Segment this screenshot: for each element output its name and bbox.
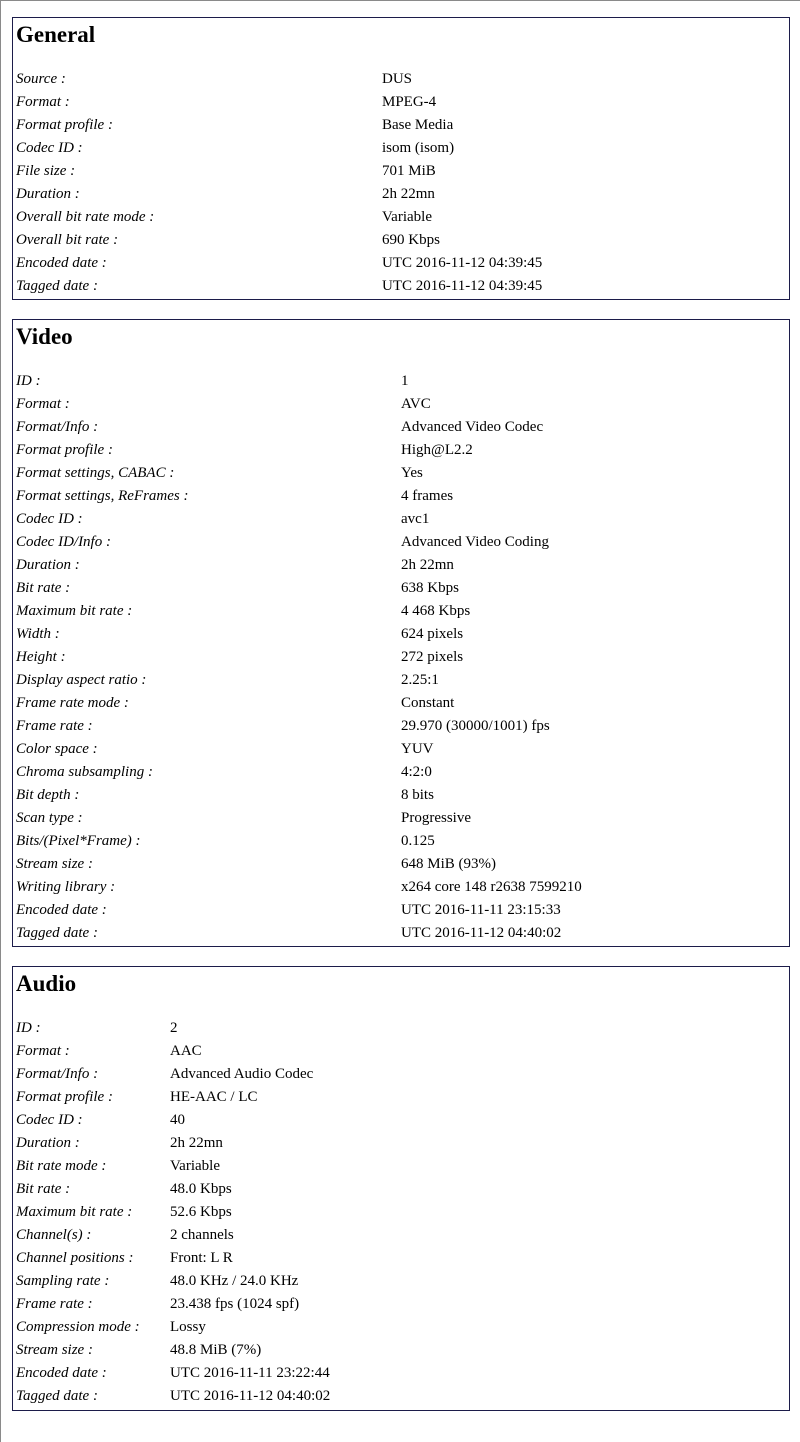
video-property-row	[13, 462, 789, 485]
audio-section	[12, 966, 790, 1411]
property-value: AVC	[401, 396, 431, 412]
general-property-row	[13, 275, 789, 298]
property-label: Format profile :	[16, 117, 113, 133]
page-left-border	[0, 0, 1, 1442]
property-value: AAC	[170, 1043, 202, 1059]
property-label: Tagged date :	[16, 278, 98, 294]
property-value: avc1	[401, 511, 430, 527]
property-value: 624 pixels	[401, 626, 464, 642]
general-property-row	[13, 114, 789, 137]
audio-property-row	[13, 1201, 789, 1224]
general-property-row	[13, 137, 789, 160]
property-label: Channel(s) :	[16, 1227, 92, 1243]
property-value: Advanced Video Coding	[401, 534, 549, 550]
property-label: Chroma subsampling :	[16, 764, 153, 780]
property-label: Stream size :	[16, 856, 93, 872]
property-label: Format :	[16, 396, 70, 412]
page-top-border	[0, 0, 800, 1]
property-label: Tagged date :	[16, 1388, 98, 1404]
property-label: Bit rate mode :	[16, 1158, 107, 1174]
audio-property-row	[13, 1385, 789, 1408]
property-value: 2 channels	[170, 1227, 234, 1243]
audio-property-row	[13, 1040, 789, 1063]
video-property-row	[13, 807, 789, 830]
audio-property-row	[13, 1109, 789, 1132]
property-value: 648 MiB (93%)	[401, 856, 496, 872]
property-label: Width :	[16, 626, 60, 642]
general-property-row	[13, 183, 789, 206]
property-label: Format :	[16, 94, 70, 110]
video-property-row	[13, 692, 789, 715]
general-property-row	[13, 229, 789, 252]
property-value: 638 Kbps	[401, 580, 459, 596]
property-value: 690 Kbps	[382, 232, 440, 248]
property-label: Encoded date :	[16, 1365, 107, 1381]
property-value: UTC 2016-11-12 04:39:45	[382, 278, 543, 294]
property-value: 48.8 MiB (7%)	[170, 1342, 262, 1358]
property-value: YUV	[401, 741, 434, 757]
property-label: Encoded date :	[16, 255, 107, 271]
audio-property-row	[13, 1339, 789, 1362]
property-value: 272 pixels	[401, 649, 464, 665]
video-property-row	[13, 899, 789, 922]
video-property-row	[13, 669, 789, 692]
video-property-row	[13, 554, 789, 577]
property-value: Advanced Audio Codec	[170, 1066, 314, 1082]
property-label: Codec ID/Info :	[16, 534, 111, 550]
property-label: Frame rate :	[16, 718, 93, 734]
property-label: ID :	[16, 373, 41, 389]
audio-property-row	[13, 1155, 789, 1178]
property-label: Format settings, ReFrames :	[16, 488, 189, 504]
property-label: Compression mode :	[16, 1319, 140, 1335]
audio-section-title: Audio	[16, 971, 77, 996]
property-value: DUS	[382, 71, 413, 87]
video-property-row	[13, 577, 789, 600]
property-value: UTC 2016-11-11 23:22:44	[170, 1365, 330, 1381]
property-value: Yes	[401, 465, 423, 481]
property-label: Color space :	[16, 741, 98, 757]
property-label: Codec ID :	[16, 511, 83, 527]
property-value: 701 MiB	[382, 163, 436, 179]
video-rows	[13, 370, 789, 945]
property-label: Writing library :	[16, 879, 116, 895]
property-value: 48.0 KHz / 24.0 KHz	[170, 1273, 299, 1289]
property-label: Bit rate :	[16, 580, 71, 596]
property-value: High@L2.2	[401, 442, 473, 458]
property-label: Overall bit rate mode :	[16, 209, 155, 225]
property-value: Lossy	[170, 1319, 206, 1335]
video-property-row	[13, 784, 789, 807]
general-property-row	[13, 91, 789, 114]
general-property-row	[13, 160, 789, 183]
general-property-row	[13, 252, 789, 275]
audio-property-row	[13, 1316, 789, 1339]
property-label: Bits/(Pixel*Frame) :	[16, 833, 141, 849]
property-value: 23.438 fps (1024 spf)	[170, 1296, 300, 1312]
video-section	[12, 319, 790, 947]
video-property-row	[13, 922, 789, 945]
property-value: Base Media	[382, 117, 454, 133]
property-value: 2h 22mn	[382, 186, 435, 202]
general-section	[12, 17, 790, 300]
property-label: Stream size :	[16, 1342, 93, 1358]
property-value: Advanced Video Codec	[401, 419, 544, 435]
property-value: UTC 2016-11-12 04:40:02	[401, 925, 562, 941]
video-property-row	[13, 370, 789, 393]
property-label: Height :	[16, 649, 66, 665]
property-label: Maximum bit rate :	[16, 603, 133, 619]
property-label: Format profile :	[16, 442, 113, 458]
property-label: Sampling rate :	[16, 1273, 110, 1289]
property-value: MPEG-4	[382, 94, 437, 110]
audio-property-row	[13, 1247, 789, 1270]
audio-property-row	[13, 1017, 789, 1040]
property-label: Overall bit rate :	[16, 232, 119, 248]
general-property-row	[13, 68, 789, 91]
property-value: 2	[170, 1020, 178, 1036]
property-value: 29.970 (30000/1001) fps	[401, 718, 550, 734]
property-label: Source :	[16, 71, 66, 87]
property-label: Frame rate mode :	[16, 695, 129, 711]
property-label: Format :	[16, 1043, 70, 1059]
property-label: Format/Info :	[16, 1066, 99, 1082]
property-label: ID :	[16, 1020, 41, 1036]
property-label: Frame rate :	[16, 1296, 93, 1312]
video-property-row	[13, 738, 789, 761]
property-value: UTC 2016-11-11 23:15:33	[401, 902, 561, 918]
property-label: Bit rate :	[16, 1181, 71, 1197]
property-label: File size :	[16, 163, 76, 179]
property-label: Duration :	[16, 557, 80, 573]
property-value: 8 bits	[401, 787, 434, 803]
video-property-row	[13, 623, 789, 646]
audio-property-row	[13, 1178, 789, 1201]
property-value: 40	[170, 1112, 185, 1128]
video-property-row	[13, 439, 789, 462]
video-property-row	[13, 416, 789, 439]
property-value: 4 frames	[401, 488, 454, 504]
property-value: 1	[401, 373, 409, 389]
property-value: x264 core 148 r2638 7599210	[401, 879, 582, 895]
property-value: 0.125	[401, 833, 435, 849]
property-label: Encoded date :	[16, 902, 107, 918]
video-section-title: Video	[16, 324, 73, 349]
general-section-title: General	[16, 22, 96, 47]
property-value: Constant	[401, 695, 455, 711]
property-value: 2.25:1	[401, 672, 439, 688]
video-property-row	[13, 646, 789, 669]
video-property-row	[13, 531, 789, 554]
general-rows	[13, 68, 789, 298]
property-label: Format profile :	[16, 1089, 113, 1105]
property-label: Duration :	[16, 186, 80, 202]
property-label: Channel positions :	[16, 1250, 134, 1266]
video-property-row	[13, 853, 789, 876]
property-value: 2h 22mn	[170, 1135, 223, 1151]
video-property-row	[13, 485, 789, 508]
property-label: Codec ID :	[16, 1112, 83, 1128]
property-label: Codec ID :	[16, 140, 83, 156]
property-value: isom (isom)	[382, 140, 455, 156]
property-label: Tagged date :	[16, 925, 98, 941]
property-value: UTC 2016-11-12 04:40:02	[170, 1388, 331, 1404]
property-label: Format/Info :	[16, 419, 99, 435]
property-value: Variable	[170, 1158, 220, 1174]
property-value: UTC 2016-11-12 04:39:45	[382, 255, 543, 271]
video-property-row	[13, 600, 789, 623]
property-label: Scan type :	[16, 810, 83, 826]
video-property-row	[13, 830, 789, 853]
video-property-row	[13, 761, 789, 784]
property-value: HE-AAC / LC	[170, 1089, 258, 1105]
property-label: Duration :	[16, 1135, 80, 1151]
general-property-row	[13, 206, 789, 229]
property-value: 4 468 Kbps	[401, 603, 471, 619]
property-label: Format settings, CABAC :	[16, 465, 175, 481]
property-value: 2h 22mn	[401, 557, 454, 573]
property-value: Variable	[382, 209, 432, 225]
video-property-row	[13, 508, 789, 531]
property-value: 48.0 Kbps	[170, 1181, 232, 1197]
video-property-row	[13, 876, 789, 899]
video-property-row	[13, 715, 789, 738]
property-value: 4:2:0	[401, 764, 432, 780]
property-value: 52.6 Kbps	[170, 1204, 232, 1220]
audio-property-row	[13, 1293, 789, 1316]
audio-rows	[13, 1017, 789, 1408]
audio-property-row	[13, 1132, 789, 1155]
audio-property-row	[13, 1270, 789, 1293]
property-label: Display aspect ratio :	[16, 672, 147, 688]
audio-property-row	[13, 1362, 789, 1385]
audio-property-row	[13, 1063, 789, 1086]
property-label: Bit depth :	[16, 787, 80, 803]
video-property-row	[13, 393, 789, 416]
audio-property-row	[13, 1224, 789, 1247]
property-value: Progressive	[401, 810, 471, 826]
audio-property-row	[13, 1086, 789, 1109]
property-value: Front: L R	[170, 1250, 233, 1266]
property-label: Maximum bit rate :	[16, 1204, 133, 1220]
